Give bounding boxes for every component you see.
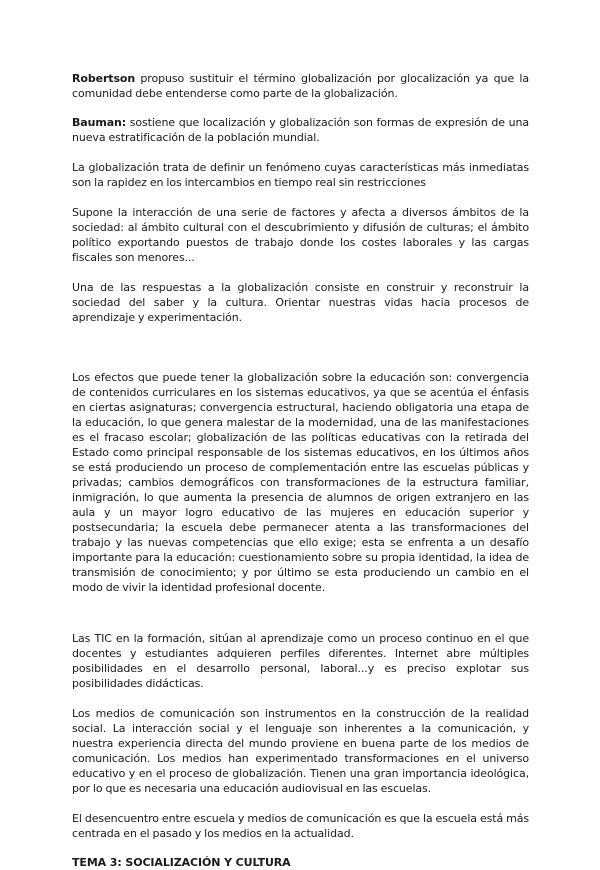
paragraph-text: propuso sustituir el término globalización por glocalización ya que la comunidad debe entenderse como parte de la globalización. [72, 72, 529, 100]
paragraph-media: Los medios de comunicación son instrumentos en la construcción de la realidad social. La interacción social y el lenguaje son inherentes a la comunicación, y nuestra experiencia directa del mundo proviene en buena parte de los medios de comunicación. Los medios han experimentado transformaciones en el universo educativo y en el proceso de globalización. Tienen una gran importancia ideológica, por lo que es necesaria una educación audiovisual en las escuelas. [72, 707, 529, 795]
document-page [72, 71, 529, 870]
paragraph-robertson [72, 71, 529, 101]
section-heading: TEMA 3: SOCIALIZACIÓN Y CULTURA [72, 856, 291, 869]
paragraph-tic: Las TIC en la formación, sitúan al aprendizaje como un proceso continuo en el que docentes y estudiantes adquieren perfiles diferentes. Internet abre múltiples posibilidades en el desarrollo personal, laboral...y es preciso explotar sus posibilidades didácticas. [72, 632, 529, 690]
paragraph-globalization-response: Una de las respuestas a la globalización consiste en construir y reconstruir la sociedad del saber y la cultura. Orientar nuestras vidas hacia procesos de aprendizaje y experimentación. [72, 281, 529, 324]
author-name-robertson: Robertson [72, 72, 136, 85]
author-name-bauman: Bauman: [72, 116, 127, 129]
paragraph-education-effects: Los efectos que puede tener la globalización sobre la educación son: convergencia de contenidos curriculares en los sistemas educativos, ya que se acentúa el énfasis en ciertas asignaturas; convergencia estructural, haciendo obligatoria una etapa de la educación, lo que genera malestar de la modernidad, una de las manifestaciones es el fracaso escolar; globalización de las políticas educativas con la retirada del Estado como principal responsable de los sistemas educativos, en los últimos años se está produciendo un proceso de complementación entre las escuelas públicas y privadas; cambios demográficos con transformaciones de la estructura familiar, inmigración, lo que aumenta la presencia de alumnos de origen extranjero en las aula y un mayor logro educativo de las mujeres en educación superior y postsecundaria; la escuela debe permanecer atenta a las transformaciones del trabajo y las nuevas competencias que ello exige; esta se enfrenta a un desafío importante para la educación: cuestionamiento sobre su propia identidad, la idea de transmisión de conocimiento; y por último se esta produciendo un cambio en el modo de vivir la identidad profesional docente. [72, 371, 529, 594]
paragraph-school-media: El desencuentro entre escuela y medios de comunicación es que la escuela está más centrada en el pasado y los medios en la actualidad. [72, 812, 529, 840]
paragraph-bauman [72, 115, 529, 145]
paragraph-text: sostiene que localización y globalización son formas de expresión de una nueva estratificación de la población mundial. [72, 116, 529, 144]
paragraph-globalization-definition: La globalización trata de definir un fenómeno cuyas características más inmediatas son la rapidez en los intercambios en tiempo real sin restricciones [72, 161, 529, 189]
paragraph-globalization-factors: Supone la interacción de una serie de factores y afecta a diversos ámbitos de la sociedad: al ámbito cultural con el descubrimiento y difusión de culturas; el ámbito político exportando puestos de trabajo donde los costes laborales y las cargas fiscales son menores... [72, 206, 529, 264]
